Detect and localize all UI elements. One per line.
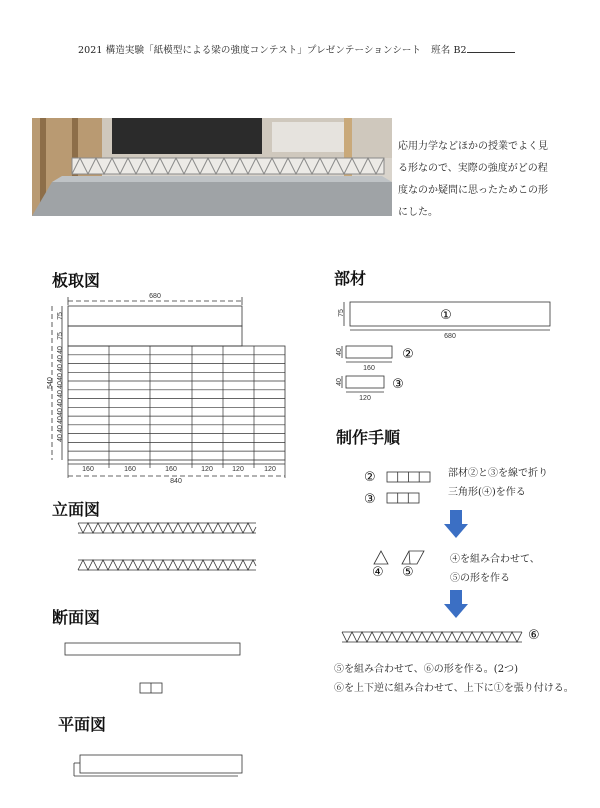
plan-heading: 平面図 <box>58 715 107 734</box>
section-heading: 断面図 <box>52 608 101 627</box>
step-1-text <box>448 464 548 502</box>
down-arrow-icon <box>444 510 468 538</box>
member-1-height: 75 <box>338 309 345 317</box>
fold-strips-icon <box>386 470 434 506</box>
row-height-label: 40 <box>57 355 64 363</box>
members-heading: 部材 <box>334 269 367 288</box>
board-grid-lines <box>68 346 285 478</box>
member-1-width: 680 <box>444 333 456 340</box>
rationale-line: 応用力学などほかの授業でよく見 <box>398 141 548 152</box>
rationale-line: にした。 <box>398 207 438 218</box>
step-mark-6: ⑥ <box>528 628 540 643</box>
elevation-drawing <box>74 520 264 576</box>
footer-line: ⑤を組み合わせて、⑥の形を作る。(2つ) <box>334 664 518 675</box>
elevation-heading: 立面図 <box>52 500 101 519</box>
member-2-width: 160 <box>363 365 375 372</box>
column-width-label: 120 <box>264 466 276 473</box>
step-line: 三角形(④)を作る <box>448 487 526 498</box>
row-height-label: 40 <box>57 346 64 354</box>
step-2-text <box>450 550 540 588</box>
row-height-label: 40 <box>57 416 64 424</box>
board-layout-drawing <box>40 288 296 484</box>
row-height-label: 40 <box>57 390 64 398</box>
plan-drawing <box>72 752 248 782</box>
model-photo <box>32 118 392 216</box>
board-layout-heading: 板取図 <box>52 271 101 290</box>
step-mark-4: ④ <box>372 565 384 580</box>
class-label: 班名 <box>431 45 451 56</box>
member-2-height: 40 <box>336 348 343 356</box>
triangle-icon <box>374 551 388 564</box>
step-mark-5: ⑤ <box>402 565 414 580</box>
row-height-label: 40 <box>57 399 64 407</box>
down-arrow-icon <box>444 590 468 618</box>
step-line: ⑤の形を作る <box>450 573 510 584</box>
column-width-label: 120 <box>201 466 213 473</box>
row-height-label: 40 <box>57 434 64 442</box>
top-width-label: 680 <box>149 293 161 300</box>
step-line: 部材②と③を線で折り <box>448 468 548 479</box>
column-width-label: 160 <box>82 466 94 473</box>
rationale-line: る形なので、実際の強度がどの程 <box>398 163 548 174</box>
section-drawing <box>62 640 246 700</box>
procedure-heading: 制作手順 <box>336 428 401 447</box>
sheet-title: 2021 構造実験「紙模型による梁の強度コンテスト」プレゼンテーションシート <box>78 45 422 56</box>
class-underline <box>467 44 515 53</box>
member-3-mark: ③ <box>392 377 404 392</box>
procedure-footer <box>334 660 574 698</box>
sheet-header <box>78 42 515 56</box>
design-rationale <box>398 136 568 224</box>
member-1-mark: ① <box>440 308 452 323</box>
row-height-label: 40 <box>57 381 64 389</box>
step-line: ④を組み合わせて、 <box>450 554 540 565</box>
column-width-label: 160 <box>165 466 177 473</box>
row-height-label: 40 <box>57 425 64 433</box>
step-mark-3: ③ <box>364 492 376 507</box>
row-height-label: 40 <box>57 408 64 416</box>
member-3-rect <box>346 376 384 388</box>
rationale-line: 度なのか疑問に思ったためこの形 <box>398 185 548 196</box>
row-height-label: 40 <box>57 373 64 381</box>
total-width-label: 840 <box>170 478 182 484</box>
row-height-label: 75 <box>57 332 64 340</box>
member-3-width: 120 <box>359 395 371 402</box>
total-height-label: 540 <box>47 377 54 389</box>
members-drawing <box>334 296 564 406</box>
member-2-mark: ② <box>402 347 414 362</box>
member-3-height: 40 <box>336 378 343 386</box>
footer-line: ⑥を上下逆に組み合わせて、上下に①を張り付ける。 <box>334 683 574 694</box>
step-mark-2: ② <box>364 470 376 485</box>
parallelogram-icon <box>402 551 424 564</box>
row-height-label: 75 <box>57 312 64 320</box>
member-2-rect <box>346 346 392 358</box>
column-width-label: 160 <box>124 466 136 473</box>
class-value: B2 <box>453 45 467 56</box>
column-width-label: 120 <box>232 466 244 473</box>
assembled-truss-drawing <box>340 630 526 646</box>
row-height-label: 40 <box>57 364 64 372</box>
